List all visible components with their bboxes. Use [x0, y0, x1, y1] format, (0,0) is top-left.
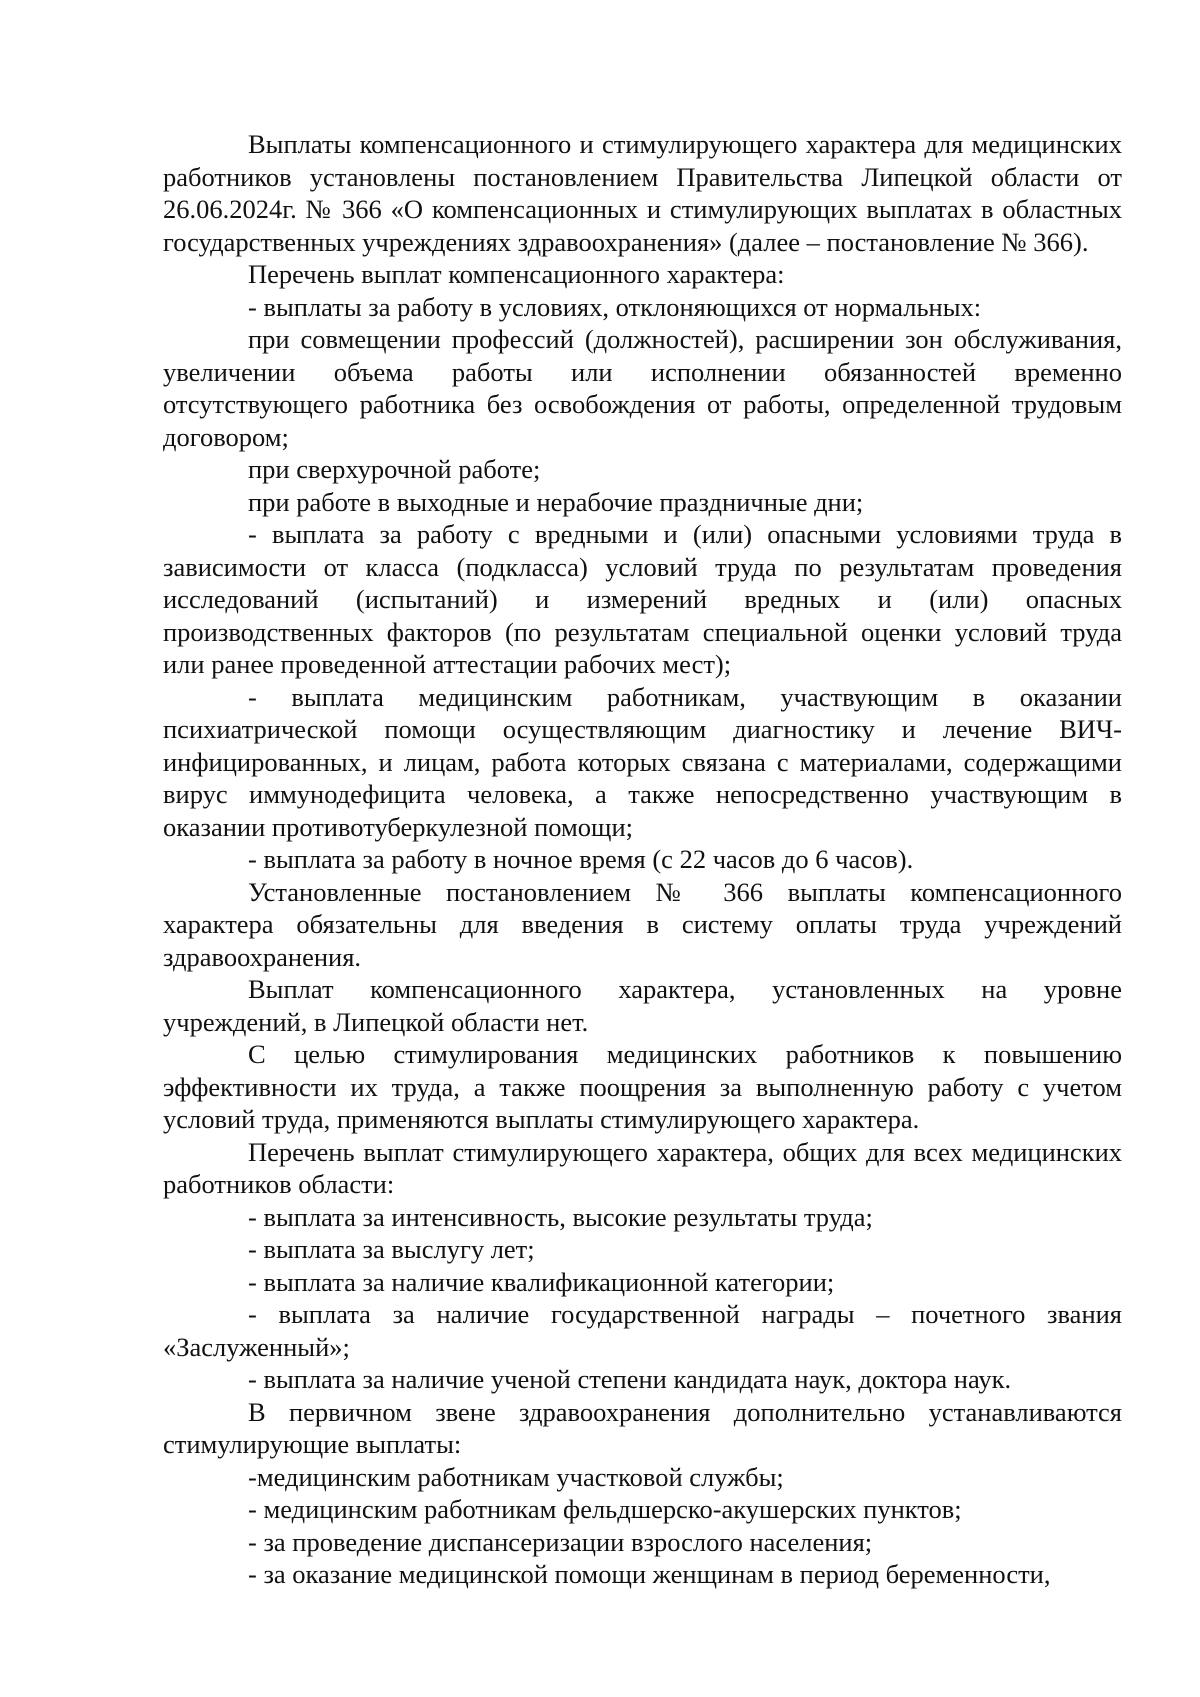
list-item-pregnancy-care: - за оказание медицинской помощи женщинам в период беременности,	[248, 1559, 1051, 1589]
list-item-overtime: при сверхурочной работе;	[248, 454, 541, 484]
paragraph-incentive-list-heading: Перечень выплат стимулирующего характера, общих для всех медицинских работников области:	[163, 1136, 1122, 1199]
paragraph-compensation-list-heading: Перечень выплат компенсационного характера:	[248, 259, 785, 289]
list-item-psychiatric-hiv-tb: - выплата медицинским работникам, участвующим в оказании психиатрической помощи осуществляющим диагностику и лечение ВИЧ-инфицированных, и лицам, работа которых связана с материалами, содержащими вирус иммунодефицита человека, а также непосредственно участвующим в оказании противотуберкулезной помощи;	[163, 681, 1122, 842]
list-item-abnormal-conditions: - выплаты за работу в условиях, отклоняющихся от нормальных:	[248, 291, 982, 322]
list-item-academic-degree: - выплата за наличие ученой степени кандидата наук, доктора наук.	[248, 1364, 1012, 1394]
list-item-qualification: - выплата за наличие квалификационной категории;	[248, 1266, 835, 1297]
paragraph-primary-care-heading: В первичном звене здравоохранения дополнительно устанавливаются стимулирующие выплаты:	[163, 1396, 1122, 1459]
list-item-weekends-holidays: при работе в выходные и нерабочие праздничные дни;	[248, 486, 864, 517]
list-item-district-service: -медицинским работникам участковой службы;	[248, 1461, 784, 1492]
paragraph-mandatory-compensation: Установленные постановлением № 366 выплаты компенсационного характера обязательны для введения в систему оплаты труда учреждений здравоохранения.	[163, 876, 1122, 972]
paragraph-legal-basis: Выплаты компенсационного и стимулирующего характера для медицинских работников установлены постановлением Правительства Липецкой области от 26.06.2024г. № 366 «О компенсационных и стимулирующих выплатах в областных государственных учреждениях здравоохранения» (далее – постановление № 366).	[163, 129, 1122, 257]
list-item-dispensary: - за проведение диспансеризации взрослого населения;	[248, 1526, 873, 1557]
list-item-feldsher-points: - медицинским работникам фельдшерско-акушерских пунктов;	[248, 1494, 962, 1524]
list-item-state-award: - выплата за наличие государственной награды – почетного звания «Заслуженный»;	[163, 1299, 1122, 1362]
paragraph-incentive-purpose: С целью стимулирования медицинских работников к повышению эффективности их труда, а также поощрения за выполненную работу с учетом условий труда, применяются выплаты стимулирующего характера.	[163, 1039, 1122, 1134]
list-item-intensity: - выплата за интенсивность, высокие результаты труда;	[248, 1201, 873, 1232]
document-body	[163, 128, 1122, 1591]
paragraph-no-institution-level: Выплат компенсационного характера, установленных на уровне учреждений, в Липецкой области нет.	[163, 974, 1122, 1037]
list-item-combining-professions: при совмещении профессий (должностей), расширении зон обслуживания, увеличении объема работы или исполнении обязанностей временно отсутствующего работника без освобождения от работы, определенной трудовым договором;	[163, 324, 1122, 452]
list-item-night-work: - выплата за работу в ночное время (с 22 часов до 6 часов).	[248, 844, 914, 874]
list-item-seniority: - выплата за выслугу лет;	[248, 1234, 535, 1264]
list-item-hazardous-conditions: - выплата за работу с вредными и (или) опасными условиями труда в зависимости от класса (подкласса) условий труда по результатам проведения исследований (испытаний) и измерений вредных и (или) опасных производственных факторов (по результатам специальной оценки условий труда или ранее проведенной аттестации рабочих мест);	[163, 519, 1122, 679]
